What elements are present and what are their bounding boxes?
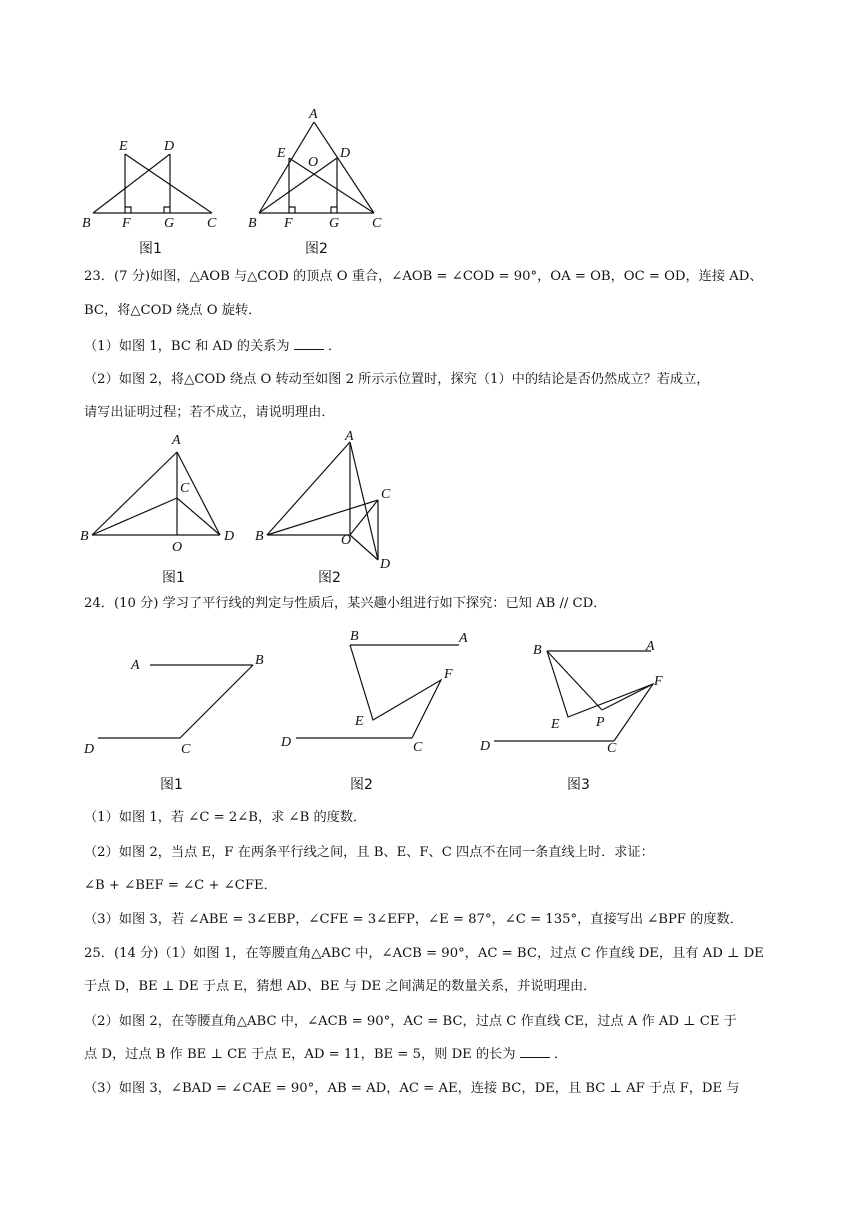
q24-fig3-label-E: E	[551, 717, 560, 732]
q25-part-3: （3）如图 3，∠BAD = ∠CAE = 90°，AB = AD，AC = AE，连接 BC，DE，且 BC ⊥ AF 于点 F，DE 与	[84, 1081, 740, 1096]
q24-fig3-caption: 图3	[567, 777, 590, 793]
figure-top-1	[82, 139, 217, 257]
q23-fig2-label-B: B	[255, 529, 264, 544]
q25-part-2-line-2	[84, 1045, 789, 1065]
fig-top1-label-G: G	[164, 216, 175, 231]
top-figures	[0, 0, 860, 265]
q24-fig2-label-C: C	[413, 740, 423, 755]
q24-fig3-label-A: A	[646, 639, 655, 654]
fig-top1-label-D: D	[164, 139, 175, 154]
fig-top2-label-G: G	[329, 216, 340, 231]
q24-fig2-label-D: D	[281, 735, 292, 750]
q24-part-2-line-2: ∠B + ∠BEF = ∠C + ∠CFE．	[84, 878, 277, 893]
q23-fig1-label-A: A	[172, 433, 181, 448]
q25-part-2-end: ．	[553, 1047, 568, 1062]
q24-fig3-label-B: B	[533, 643, 542, 658]
fig-top2-label-A: A	[309, 107, 318, 122]
q24-fig2-label-E: E	[355, 714, 364, 729]
q23-part-1	[84, 337, 789, 357]
fig-top1-label-F: F	[122, 216, 131, 231]
fig-top1-label-E: E	[119, 139, 128, 154]
q23-fig2-label-C: C	[381, 487, 391, 502]
q24-fig3-label-P: P	[596, 715, 605, 730]
q24-figure-2	[280, 629, 468, 793]
q24-part-2-line-1: （2）如图 2，当点 E，F 在两条平行线之间，且 B、E、F、C 四点不在同一条直线上时．求证：	[84, 845, 654, 860]
q24-fig1-label-B: B	[255, 653, 264, 668]
q23-part-1-end: ．	[327, 339, 342, 354]
q25-part-2-text: 点 D，过点 B 作 BE ⊥ CE 于点 E，AD = 11，BE = 5，则 DE 的长为	[84, 1047, 516, 1062]
q24-fig3-label-C: C	[607, 741, 617, 756]
fig-top2-label-D: D	[340, 146, 351, 161]
q23-fig2-label-A: A	[345, 429, 354, 444]
q25-part-2-line-1: （2）如图 2，在等腰直角△ABC 中，∠ACB = 90°，AC = BC，过点 C 作直线 CE，过点 A 作 AD ⊥ CE 于	[84, 1014, 737, 1029]
q24-figure-1	[83, 653, 264, 793]
fig-top2-caption: 图2	[305, 241, 328, 257]
q23-fig1-caption: 图1	[162, 570, 185, 586]
fig-top2-label-F: F	[284, 216, 293, 231]
q24-line-1: 24．(10 分) 学习了平行线的判定与性质后，某兴趣小组进行如下探究：已知 AB // CD．	[84, 596, 607, 611]
fig-top1-caption: 图1	[139, 241, 162, 257]
q24-fig1-label-C: C	[181, 742, 191, 757]
q23-fig2-label-D: D	[380, 557, 391, 572]
q24-fig1-label-D: D	[84, 742, 95, 757]
q24-fig2-caption: 图2	[350, 777, 373, 793]
q24-fig1-caption: 图1	[160, 777, 183, 793]
fig-top2-label-C: C	[372, 216, 382, 231]
q24-fig2-label-B: B	[350, 629, 359, 644]
fig-top2-label-E: E	[277, 146, 286, 161]
q23-part-2-line-1: （2）如图 2，将△COD 绕点 O 转动至如图 2 所示示位置时，探究（1）中的结论是否仍然成立？若成立，	[84, 372, 710, 387]
q24-part-1: （1）如图 1，若 ∠C = 2∠B，求 ∠B 的度数．	[84, 810, 367, 825]
q23-line-1: 23．(7 分)如图，△AOB 与△COD 的顶点 O 重合，∠AOB = ∠COD = 90°，OA = OB，OC = OD，连接 AD、	[84, 269, 763, 284]
q24-fig3-label-F: F	[654, 674, 663, 689]
q25-line-1: 25．(14 分)（1）如图 1，在等腰直角△ABC 中，∠ACB = 90°，AC = BC，过点 C 作直线 DE，且有 AD ⊥ DE	[84, 946, 764, 961]
q24-fig2-label-F: F	[444, 667, 453, 682]
q23-line-2: BC，将△COD 绕点 O 旋转．	[84, 303, 262, 318]
q25-answer-blank[interactable]	[520, 1045, 550, 1058]
q23-figures	[0, 420, 860, 590]
q25-line-2: 于点 D，BE ⊥ DE 于点 E，猜想 AD、BE 与 DE 之间满足的数量关系，并说明理由．	[84, 979, 597, 994]
q23-fig1-label-B: B	[80, 529, 89, 544]
q23-fig2-label-O: O	[341, 533, 352, 548]
q24-fig2-label-A: A	[459, 631, 468, 646]
fig-top1-label-C: C	[207, 216, 217, 231]
q23-fig1-label-C: C	[180, 481, 190, 496]
q23-figure-2	[255, 429, 391, 586]
q23-fig2-caption: 图2	[318, 570, 341, 586]
q23-part-2-line-2: 请写出证明过程；若不成立，请说明理由．	[84, 405, 335, 420]
q24-figure-3	[479, 639, 663, 793]
q23-fig1-label-O: O	[172, 540, 183, 555]
q24-fig1-label-A: A	[131, 658, 140, 673]
fig-top2-label-B: B	[248, 216, 257, 231]
q23-answer-blank[interactable]	[294, 337, 324, 350]
q24-part-3: （3）如图 3，若 ∠ABE = 3∠EBP，∠CFE = 3∠EFP，∠E = 87°，∠C = 135°，直接写出 ∠BPF 的度数．	[84, 912, 743, 927]
fig-top1-label-B: B	[82, 216, 91, 231]
q24-figures	[0, 620, 860, 805]
q23-part-1-text: （1）如图 1，BC 和 AD 的关系为	[84, 339, 290, 354]
q23-fig1-label-D: D	[224, 529, 235, 544]
q23-figure-1	[80, 433, 234, 586]
fig-top2-label-O: O	[308, 155, 319, 170]
figure-top-2	[248, 107, 382, 257]
q24-fig3-label-D: D	[480, 739, 491, 754]
